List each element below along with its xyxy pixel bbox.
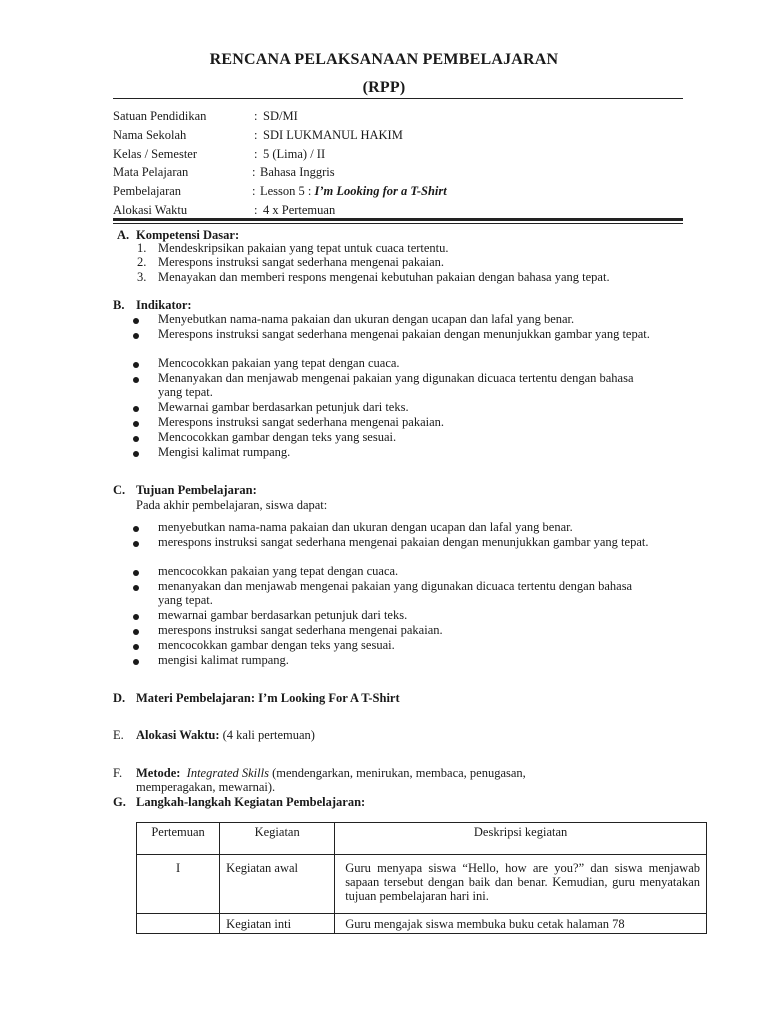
section-letter: F. bbox=[113, 766, 123, 780]
kegiatan-table bbox=[136, 822, 707, 934]
list-item: Merespons instruksi sangat sederhana mengenai pakaian. bbox=[158, 255, 445, 269]
bullet-icon bbox=[133, 362, 139, 368]
table-header-deskripsi: Deskripsi kegiatan bbox=[335, 823, 707, 855]
list-number: 1. bbox=[137, 241, 147, 255]
bullet-icon bbox=[133, 436, 139, 442]
list-item: Merespons instruksi sangat sederhana mengenai pakaian. bbox=[158, 415, 445, 429]
section-title: Materi Pembelajaran: I’m Looking For A T-Shirt bbox=[136, 691, 400, 705]
lesson-prefix: Lesson 5 : bbox=[260, 184, 315, 198]
section-letter: C. bbox=[113, 483, 126, 497]
table-header-kegiatan: Kegiatan bbox=[220, 823, 335, 855]
meta-value: 4 x Pertemuan bbox=[263, 203, 336, 217]
meta-divider-thin bbox=[113, 223, 683, 224]
meta-label: Satuan Pendidikan bbox=[113, 109, 207, 123]
table-cell-pertemuan bbox=[137, 914, 220, 934]
list-item: Menyebutkan nama-nama pakaian dan ukuran dengan ucapan dan lafal yang benar. bbox=[158, 312, 575, 326]
list-number: 3. bbox=[137, 270, 147, 284]
meta-value: SD/MI bbox=[263, 109, 298, 123]
section-title bbox=[136, 766, 526, 780]
list-item: Mencocokkan pakaian yang tepat dengan cuaca. bbox=[158, 356, 400, 370]
bullet-icon bbox=[133, 318, 139, 324]
section-letter: D. bbox=[113, 691, 126, 705]
list-item: merespons instruksi sangat sederhana mengenai pakaian. bbox=[158, 623, 443, 637]
bullet-icon bbox=[133, 585, 139, 591]
section-title bbox=[136, 728, 315, 742]
meta-separator: : bbox=[254, 147, 258, 161]
bullet-icon bbox=[133, 541, 139, 547]
meta-separator: : bbox=[252, 165, 256, 179]
table-header-row bbox=[137, 823, 707, 855]
meta-label: Mata Pelajaran bbox=[113, 165, 189, 179]
bullet-icon bbox=[133, 629, 139, 635]
meta-value bbox=[260, 182, 447, 200]
table-header-pertemuan: Pertemuan bbox=[137, 823, 220, 855]
section-text: (4 kali pertemuan) bbox=[222, 728, 315, 742]
table-row bbox=[137, 855, 707, 914]
meta-value: 5 (Lima) / II bbox=[263, 147, 326, 161]
table-cell-deskripsi: Guru mengajak siswa membuka buku cetak halaman 78 bbox=[335, 914, 707, 934]
method-name: Integrated Skills bbox=[186, 766, 269, 780]
list-item: mencocokkan pakaian yang tepat dengan cuaca. bbox=[158, 564, 399, 578]
list-item: merespons instruksi sangat sederhana mengenai pakaian dengan menunjukkan gambar yang tepat. bbox=[158, 535, 649, 549]
bullet-icon bbox=[133, 570, 139, 576]
bullet-icon bbox=[133, 421, 139, 427]
meta-divider-thick bbox=[113, 218, 683, 221]
section-letter: G. bbox=[113, 795, 126, 809]
section-letter: A. bbox=[117, 228, 130, 242]
meta-value: SDI LUKMANUL HAKIM bbox=[263, 128, 403, 142]
meta-separator: : bbox=[254, 109, 258, 123]
section-intro: Pada akhir pembelajaran, siswa dapat: bbox=[136, 498, 328, 512]
section-title: Langkah-langkah Kegiatan Pembelajaran: bbox=[136, 795, 366, 809]
section-title-bold: Alokasi Waktu: bbox=[136, 728, 220, 742]
bullet-icon bbox=[133, 333, 139, 339]
table-row bbox=[137, 914, 707, 934]
list-item: Menanyakan dan menjawab mengenai pakaian yang digunakan dicuaca tertentu dengan bahasa yang tepat. bbox=[158, 371, 634, 399]
section-text: (mendengarkan, menirukan, membaca, penugasan, bbox=[272, 766, 526, 780]
list-item: Merespons instruksi sangat sederhana mengenai pakaian dengan menunjukkan gambar yang tepat. bbox=[158, 327, 650, 341]
title-divider bbox=[113, 98, 683, 99]
meta-label: Kelas / Semester bbox=[113, 147, 198, 161]
meta-label: Nama Sekolah bbox=[113, 128, 187, 142]
list-item: menyebutkan nama-nama pakaian dan ukuran dengan ucapan dan lafal yang benar. bbox=[158, 520, 573, 534]
section-title: Indikator: bbox=[136, 298, 192, 312]
table-cell-kegiatan: Kegiatan inti bbox=[220, 914, 335, 934]
list-item: Mewarnai gambar berdasarkan petunjuk dari teks. bbox=[158, 400, 409, 414]
list-item: mencocokkan gambar dengan teks yang sesuai. bbox=[158, 638, 395, 652]
list-item: mengisi kalimat rumpang. bbox=[158, 653, 289, 667]
table-cell-pertemuan: I bbox=[137, 855, 220, 914]
meta-separator: : bbox=[254, 128, 258, 142]
lesson-title: I’m Looking for a T-Shirt bbox=[314, 184, 447, 198]
section-title: Tujuan Pembelajaran: bbox=[136, 483, 257, 497]
bullet-icon bbox=[133, 377, 139, 383]
meta-separator: : bbox=[252, 184, 256, 198]
table-cell-kegiatan: Kegiatan awal bbox=[220, 855, 335, 914]
list-item: Mencocokkan gambar dengan teks yang sesuai. bbox=[158, 430, 397, 444]
bullet-icon bbox=[133, 526, 139, 532]
document-subtitle: (RPP) bbox=[362, 79, 406, 96]
section-letter: E. bbox=[113, 728, 124, 742]
meta-separator: : bbox=[254, 203, 258, 217]
section-title: Kompetensi Dasar: bbox=[136, 228, 240, 242]
meta-label: Alokasi Waktu bbox=[113, 203, 188, 217]
section-letter: B. bbox=[113, 298, 125, 312]
table-cell-deskripsi: Guru menyapa siswa “Hello, how are you?” dan siswa menjawab sapaan tersebut dengan baik dan benar. Kemudian, guru menyatakan tujuan pembelajaran hari ini. bbox=[335, 855, 707, 914]
bullet-icon bbox=[133, 659, 139, 665]
bullet-icon bbox=[133, 451, 139, 457]
meta-label: Pembelajaran bbox=[113, 184, 182, 198]
section-text-continued: memperagakan, mewarnai). bbox=[136, 780, 276, 794]
list-item: Mendeskripsikan pakaian yang tepat untuk cuaca tertentu. bbox=[158, 241, 449, 255]
bullet-icon bbox=[133, 406, 139, 412]
list-item: Menayakan dan memberi respons mengenai kebutuhan pakaian dengan bahasa yang tepat. bbox=[158, 270, 610, 284]
list-item: Mengisi kalimat rumpang. bbox=[158, 445, 291, 459]
meta-value: Bahasa Inggris bbox=[260, 165, 335, 179]
list-number: 2. bbox=[137, 255, 147, 269]
bullet-icon bbox=[133, 644, 139, 650]
list-item: menanyakan dan menjawab mengenai pakaian yang digunakan dicuaca tertentu dengan bahasa yang tepat. bbox=[158, 579, 633, 607]
list-item: mewarnai gambar berdasarkan petunjuk dari teks. bbox=[158, 608, 408, 622]
bullet-icon bbox=[133, 614, 139, 620]
section-title-bold: Metode: bbox=[136, 766, 181, 780]
document-title: RENCANA PELAKSANAAN PEMBELAJARAN bbox=[209, 51, 559, 68]
